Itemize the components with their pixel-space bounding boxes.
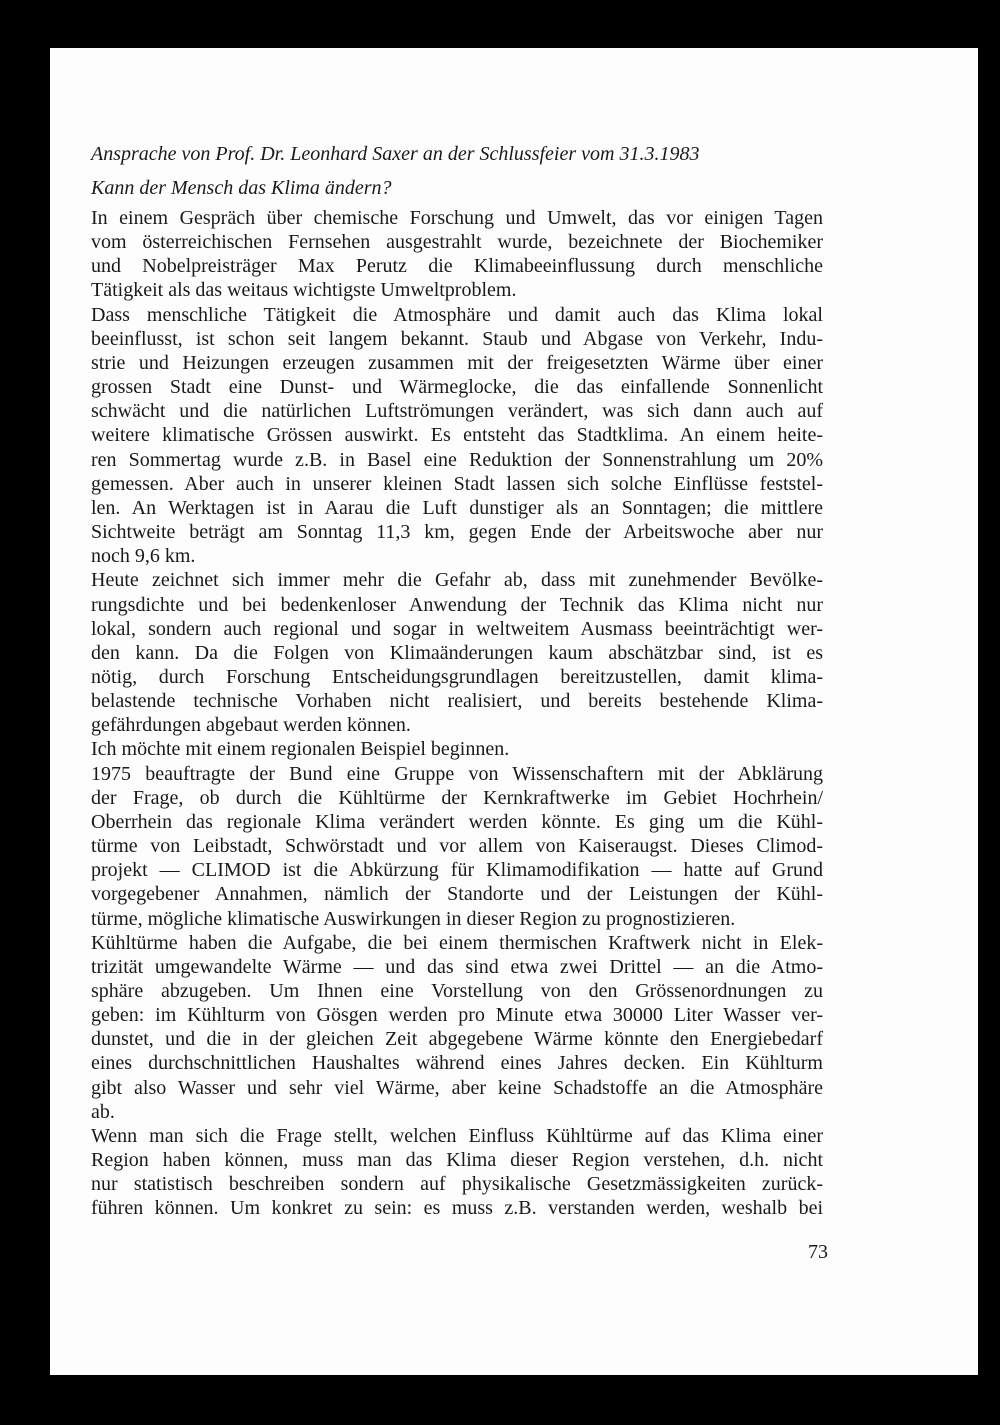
text-line: türme, mögliche klimatische Auswirkungen in dieser Region zu prognostizieren.: [91, 907, 736, 930]
text-line: Region haben können, muss man das Klima dieser Region verstehen, d.h. nicht: [91, 1149, 823, 1172]
paragraph: [91, 303, 823, 569]
speech-heading: Ansprache von Prof. Dr. Leonhard Saxer an der Schlussfeier vom 31.3.1983: [91, 143, 700, 165]
text-line: Kühltürme haben die Aufgabe, die bei einem thermischen Kraftwerk nicht in Elek-: [91, 931, 823, 954]
paragraph: [91, 568, 823, 737]
text-line: trizität umgewandelte Wärme — und das sind etwa zwei Drittel — an die Atmo-: [91, 955, 823, 978]
document-page: [50, 48, 978, 1375]
text-line: der Frage, ob durch die Kühltürme der Kernkraftwerke im Gebiet Hochrhein/: [91, 786, 823, 809]
paragraph: [91, 762, 823, 931]
page-number: 73: [808, 1241, 828, 1263]
text-line: Oberrhein das regionale Klima verändert werden könnte. Es ging um die Kühl-: [91, 810, 823, 833]
text-line: In einem Gespräch über chemische Forschung und Umwelt, das vor einigen Tagen: [91, 207, 823, 229]
text-line: nur statistisch beschreiben sondern auf physikalische Gesetzmässigkeiten zurück-: [91, 1173, 823, 1196]
text-line: grossen Stadt eine Dunst- und Wärmeglocke, die das einfallende Sonnenlicht: [91, 376, 823, 399]
text-line: Sichtweite beträgt am Sonntag 11,3 km, gegen Ende der Arbeitswoche aber nur: [91, 521, 823, 544]
text-line: 1975 beauftragte der Bund eine Gruppe von Wissenschaftern mit der Abklärung: [91, 762, 823, 785]
paragraph: [91, 737, 823, 761]
text-line: nötig, durch Forschung Entscheidungsgrundlagen bereitzustellen, damit klima-: [91, 665, 823, 688]
text-line: Tätigkeit als das weitaus wichtigste Umweltproblem.: [91, 279, 517, 302]
text-line: belastende technische Vorhaben nicht realisiert, und bereits bestehende Klima-: [91, 690, 823, 713]
text-line: eines durchschnittlichen Haushaltes während eines Jahres decken. Ein Kühlturm: [91, 1052, 823, 1075]
paragraph: [91, 931, 823, 1124]
text-line: strie und Heizungen erzeugen zusammen mit der freigesetzten Wärme über einer: [91, 351, 823, 374]
text-line: projekt — CLIMOD ist die Abkürzung für Klimamodifikation — hatte auf Grund: [91, 859, 823, 882]
article-body: [91, 142, 823, 1221]
article-title: Kann der Mensch das Klima ändern?: [91, 177, 392, 199]
text-line: weitere klimatische Grössen auswirkt. Es entsteht das Stadtklima. An einem heite-: [91, 424, 823, 447]
text-line: Heute zeichnet sich immer mehr die Gefahr ab, dass mit zunehmender Bevölke-: [91, 569, 823, 592]
text-line: lokal, sondern auch regional und sogar in weltweitem Ausmass beeinträchtigt wer-: [91, 617, 823, 640]
text-line: ren Sommertag wurde z.B. in Basel eine Reduktion der Sonnenstrahlung um 20%: [91, 448, 823, 471]
paragraph-container: [91, 206, 823, 1221]
text-line: vorgegebener Annahmen, nämlich der Standorte und der Leistungen der Kühl-: [91, 883, 823, 906]
text-line: ab.: [91, 1100, 115, 1123]
text-line: und Nobelpreisträger Max Perutz die Klimabeeinflussung durch menschliche: [91, 255, 823, 278]
paragraph: [91, 206, 823, 303]
text-line: rungsdichte und bei bedenkenloser Anwendung der Technik das Klima nicht nur: [91, 593, 823, 616]
text-line: Dass menschliche Tätigkeit die Atmosphäre und damit auch das Klima lokal: [91, 303, 823, 326]
text-line: gefährdungen abgebaut werden können.: [91, 714, 411, 737]
text-line: beeinflusst, ist schon seit langem bekannt. Staub und Abgase von Verkehr, Indu-: [91, 327, 823, 350]
text-line: führen können. Um konkret zu sein: es muss z.B. verstanden werden, weshalb bei: [91, 1197, 823, 1220]
text-line: noch 9,6 km.: [91, 545, 196, 568]
text-line: gemessen. Aber auch in unserer kleinen Stadt lassen sich solche Einflüsse feststel-: [91, 472, 823, 495]
text-line: len. An Werktagen ist in Aarau die Luft dunstiger als an Sonntagen; die mittlere: [91, 496, 823, 519]
paragraph: [91, 1124, 823, 1221]
text-line: Wenn man sich die Frage stellt, welchen Einfluss Kühltürme auf das Klima einer: [91, 1124, 823, 1147]
text-line: schwächt und die natürlichen Luftströmungen verändert, was sich dann auch auf: [91, 400, 823, 423]
text-line: türme von Leibstadt, Schwörstadt und vor allem von Kaiseraugst. Dieses Climod-: [91, 835, 823, 858]
text-line: den kann. Da die Folgen von Klimaänderungen kaum abschätzbar sind, ist es: [91, 641, 823, 664]
text-line: geben: im Kühlturm von Gösgen werden pro Minute etwa 30000 Liter Wasser ver-: [91, 1004, 823, 1027]
text-line: dunstet, und die in der gleichen Zeit abgegebene Wärme könnte den Energiebedarf: [91, 1028, 823, 1051]
text-line: gibt also Wasser und sehr viel Wärme, aber keine Schadstoffe an die Atmosphäre: [91, 1076, 823, 1099]
text-line: vom österreichischen Fernsehen ausgestrahlt wurde, bezeichnete der Biochemiker: [91, 231, 823, 254]
text-line: sphäre abzugeben. Um Ihnen eine Vorstellung von den Grössenordnungen zu: [91, 980, 823, 1002]
text-line: Ich möchte mit einem regionalen Beispiel beginnen.: [91, 738, 510, 761]
